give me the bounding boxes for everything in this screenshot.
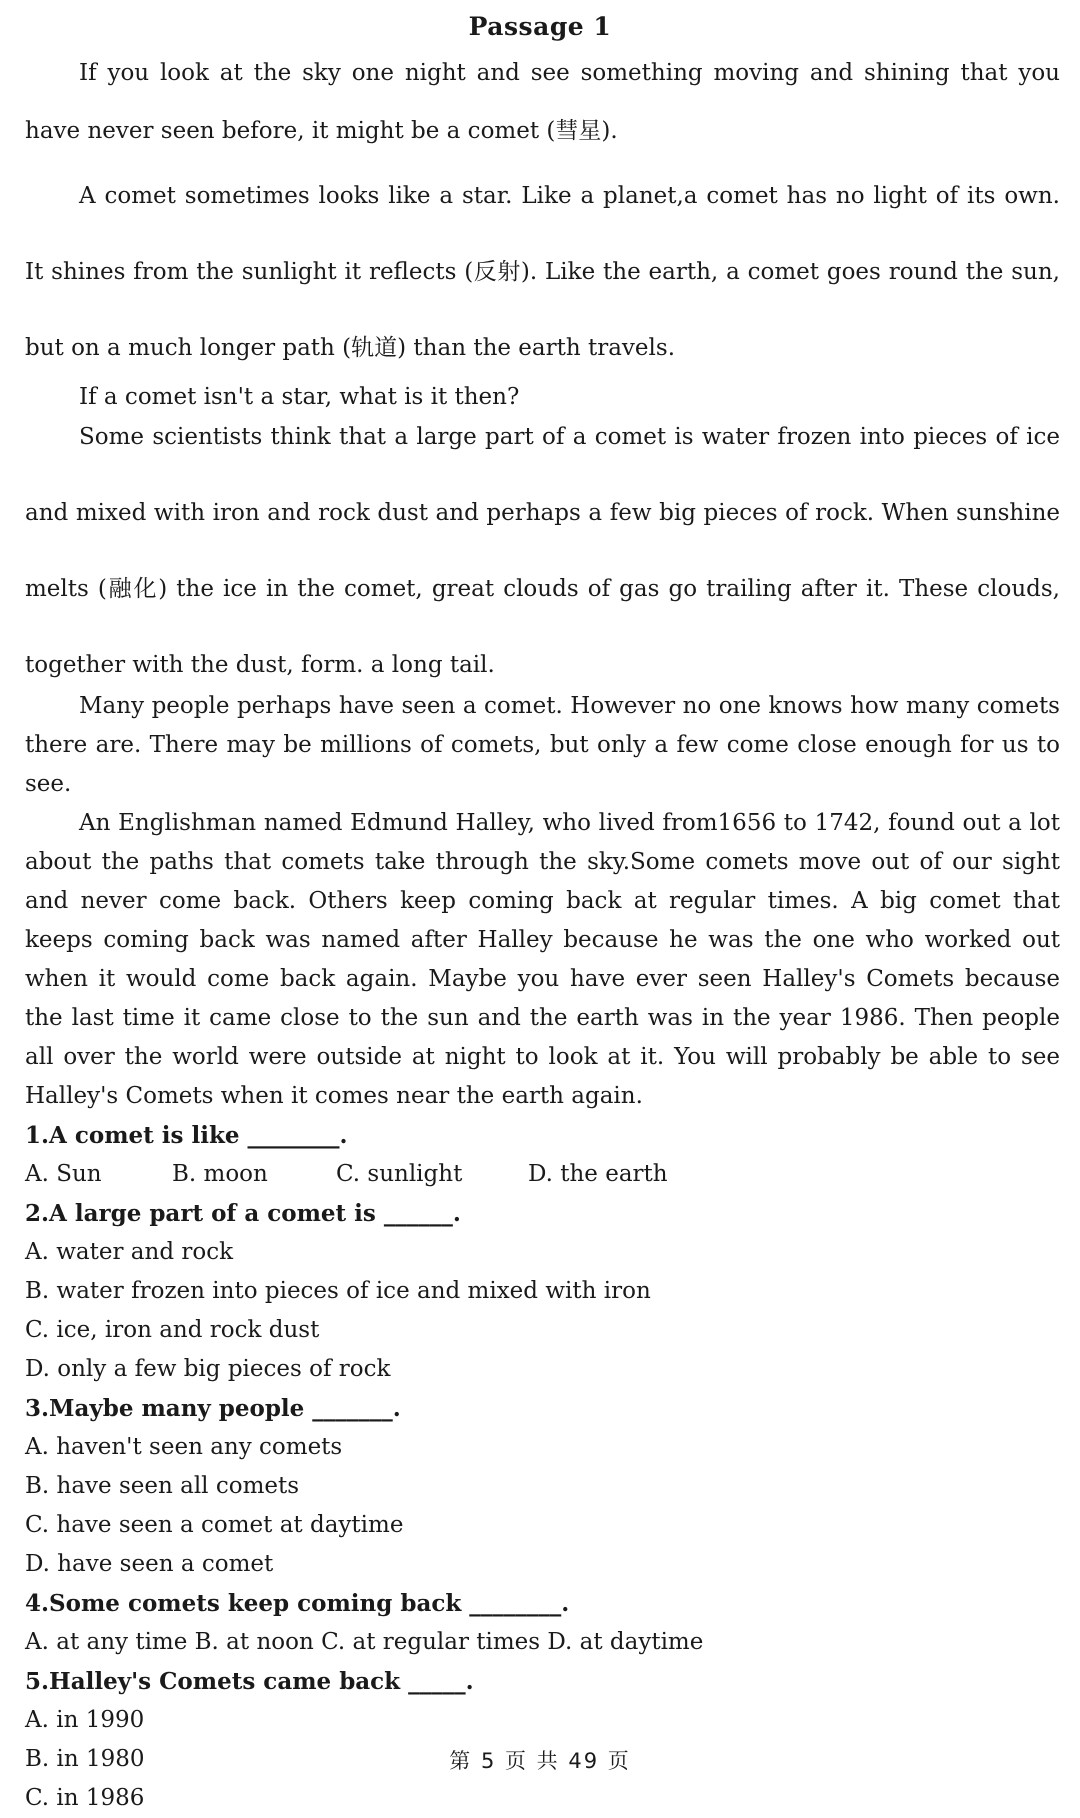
- question-item: [25, 1389, 1060, 1584]
- passage-paragraph: Many people perhaps have seen a comet. However no one knows how many comets there are. There may be millions of comets, but only a few come close enough for us to see.: [25, 693, 1060, 797]
- passage-paragraph: A comet sometimes looks like a star. Like a planet,a comet has no light of its own. It shines from the sunlight it reflects (反射). Like the earth, a comet goes round the sun, but on a much longer path (轨道) than the earth travels.: [25, 183, 1060, 361]
- option-a: A. haven't seen any comets: [25, 1434, 343, 1460]
- option-c: C. in 1986: [25, 1785, 145, 1811]
- question-stem: 2.A large part of a comet is ______.: [25, 1200, 461, 1227]
- passage-text: [25, 44, 1060, 1116]
- question-list: [25, 1116, 1060, 1818]
- question-stem: 5.Halley's Comets came back _____.: [25, 1668, 474, 1695]
- option-a: A. in 1990: [25, 1707, 145, 1733]
- question-stem: 4.Some comets keep coming back ________.: [25, 1590, 570, 1617]
- option-c: C. ice, iron and rock dust: [25, 1317, 320, 1343]
- question-item: [25, 1584, 1060, 1662]
- question-stem: 1.A comet is like ________.: [25, 1122, 348, 1149]
- option-b: B. have seen all comets: [25, 1473, 300, 1499]
- passage-paragraph: An Englishman named Edmund Halley, who lived from1656 to 1742, found out a lot about the paths that comets take through the sky.Some comets move out of our sight and never come back. Others keep coming back at regular times. A big comet that keeps coming back was named after Halley because he was the one who worked out when it would come back again. Maybe you have ever seen Halley's Comets because the last time it came close to the sun and the earth was in the year 1986. Then people all over the world were outside at night to look at it. You will probably be able to see Halley's Comets when it comes near the earth again.: [25, 810, 1060, 1109]
- document-body: [25, 44, 1060, 1818]
- option-a: A. Sun: [25, 1161, 102, 1187]
- option-b: B. in 1980: [25, 1746, 145, 1772]
- question-stem: 3.Maybe many people _______.: [25, 1395, 401, 1422]
- option-b: B. moon: [172, 1161, 268, 1187]
- passage-paragraph: Some scientists think that a large part of a comet is water frozen into pieces of ice and mixed with iron and rock dust and perhaps a few big pieces of rock. When sunshine melts (融化) the ice in the comet, great clouds of gas go trailing after it. These clouds, together with the dust, form. a long tail.: [25, 424, 1060, 678]
- option-d: D. have seen a comet: [25, 1551, 274, 1577]
- option-b: B. water frozen into pieces of ice and mixed with iron: [25, 1278, 651, 1304]
- option-d: D. the earth: [528, 1161, 668, 1187]
- passage-paragraph: If you look at the sky one night and see something moving and shining that you have never seen before, it might be a comet (彗星).: [25, 60, 1060, 144]
- option-d: D. only a few big pieces of rock: [25, 1356, 391, 1382]
- options-line: A. at any time B. at noon C. at regular times D. at daytime: [25, 1629, 704, 1655]
- options-row: [25, 1155, 1060, 1194]
- page-footer: 第 5 页 共 49 页: [449, 1749, 631, 1773]
- option-c: C. sunlight: [336, 1161, 463, 1187]
- question-item: [25, 1662, 1060, 1818]
- question-item: [25, 1194, 1060, 1389]
- option-c: C. have seen a comet at daytime: [25, 1512, 404, 1538]
- question-item: [25, 1116, 1060, 1194]
- passage-title: Passage 1: [468, 12, 612, 41]
- passage-paragraph: If a comet isn't a star, what is it then?: [79, 384, 520, 410]
- option-a: A. water and rock: [25, 1239, 234, 1265]
